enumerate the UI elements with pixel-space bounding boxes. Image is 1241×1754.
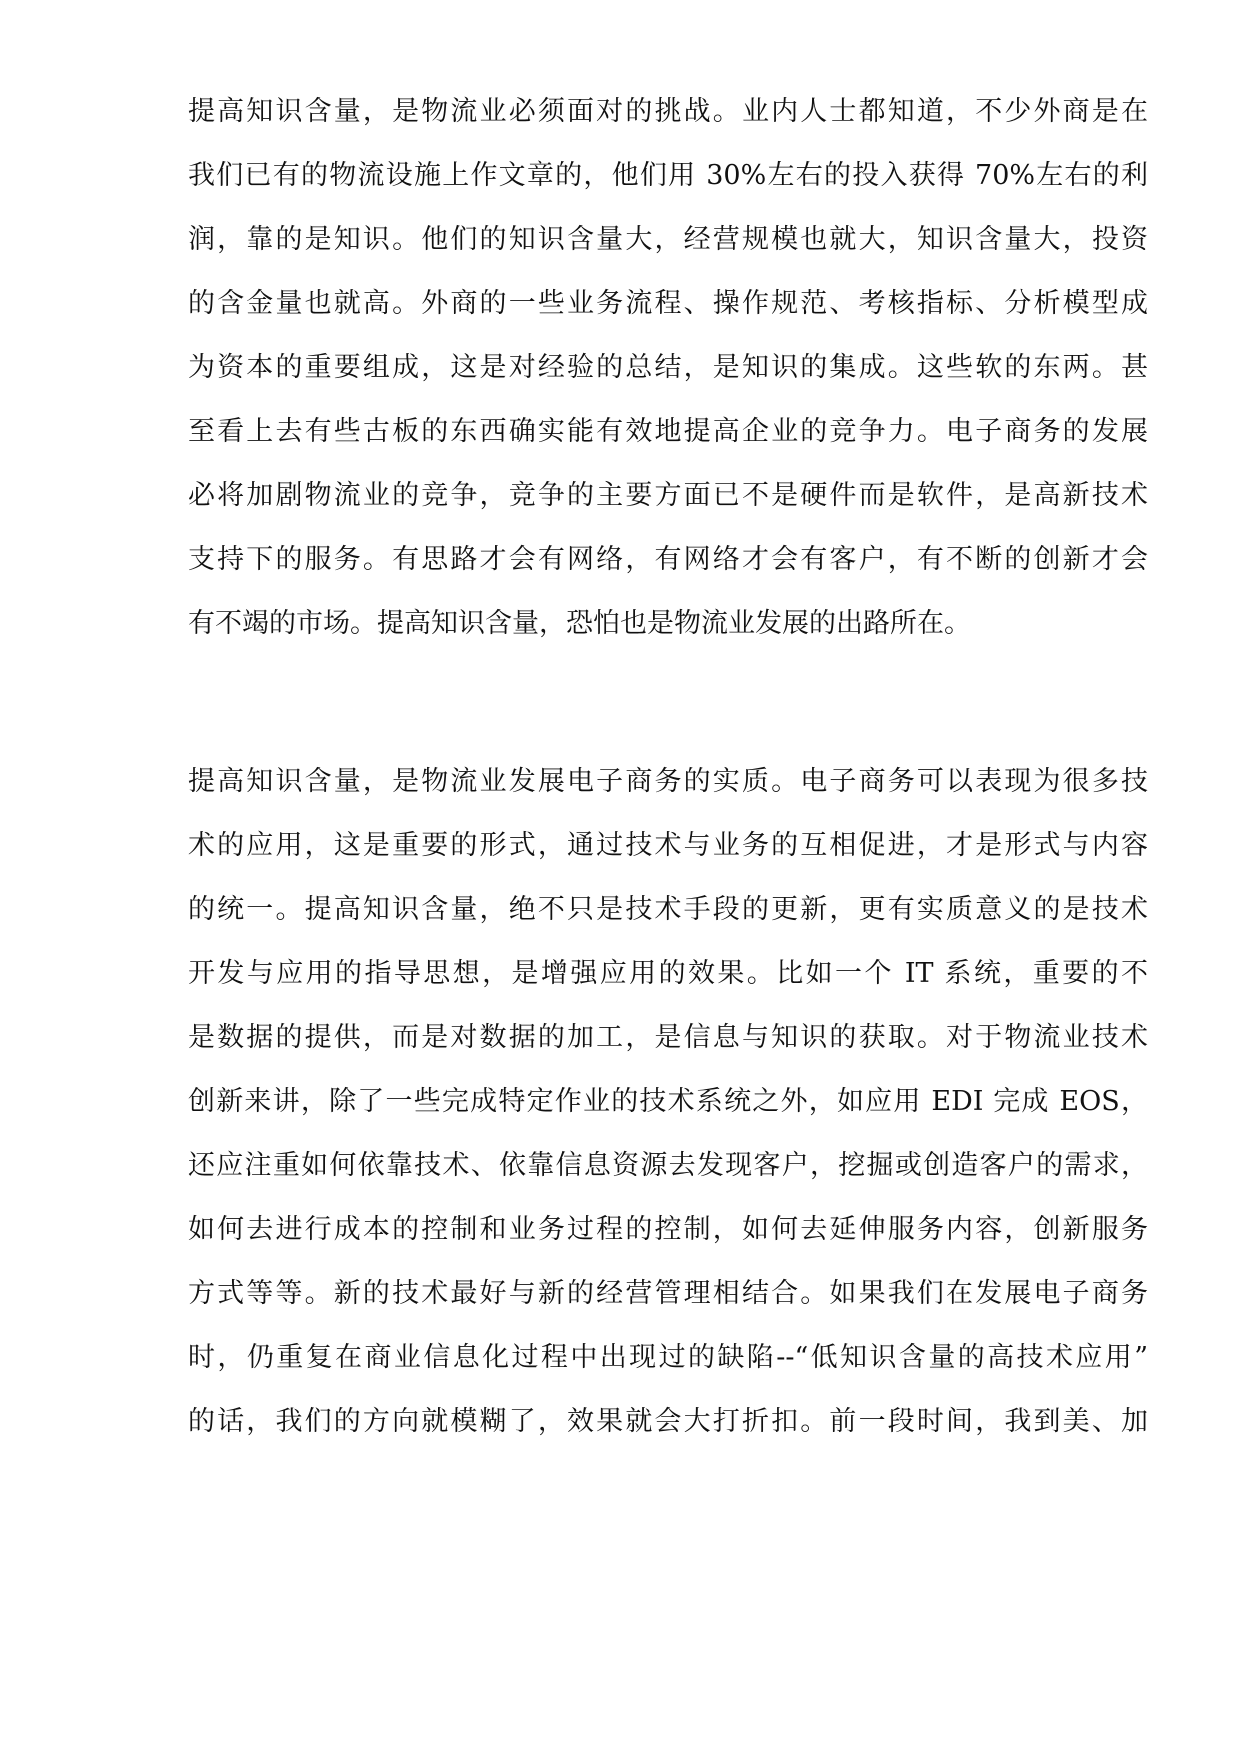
text-line: 润，靠的是知识。他们的知识含量大，经营规模也就大，知识含量大，投资 [188, 224, 1148, 255]
text-line: 方式等等。新的技术最好与新的经营管理相结合。如果我们在发展电子商务 [188, 1278, 1148, 1309]
text-line: 的含金量也就高。外商的一些业务流程、操作规范、考核指标、分析模型成 [188, 288, 1148, 319]
text-line: 有不竭的市场。提高知识含量，恐怕也是物流业发展的出路所在。 [188, 608, 971, 639]
text-line: 创新来讲，除了一些完成特定作业的技术系统之外，如应用 EDI 完成 EOS， [188, 1086, 1148, 1117]
text-line: 提高知识含量，是物流业必须面对的挑战。业内人士都知道，不少外商是在 [188, 96, 1148, 127]
paragraph-1 [188, 80, 1148, 656]
text-line: 支持下的服务。有思路才会有网络，有网络才会有客户，有不断的创新才会 [188, 544, 1148, 575]
text-line: 为资本的重要组成，这是对经验的总结，是知识的集成。这些软的东两。甚 [188, 352, 1148, 383]
paragraph-2 [188, 750, 1148, 1454]
text-line: 是数据的提供，而是对数据的加工，是信息与知识的获取。对于物流业技术 [188, 1022, 1148, 1053]
text-line: 至看上去有些古板的东西确实能有效地提高企业的竞争力。电子商务的发展 [188, 416, 1148, 447]
text-line: 的话，我们的方向就模糊了，效果就会大打折扣。前一段时间，我到美、加 [188, 1406, 1148, 1437]
text-line: 提高知识含量，是物流业发展电子商务的实质。电子商务可以表现为很多技 [188, 766, 1148, 797]
text-line: 的统一。提高知识含量，绝不只是技术手段的更新，更有实质意义的是技术 [188, 894, 1148, 925]
text-line: 还应注重如何依靠技术、依靠信息资源去发现客户，挖掘或创造客户的需求， [188, 1150, 1148, 1181]
text-line: 术的应用，这是重要的形式，通过技术与业务的互相促进，才是形式与内容 [188, 830, 1148, 861]
text-line: 我们已有的物流设施上作文章的，他们用 30%左右的投入获得 70%左右的利 [188, 160, 1148, 191]
text-line: 开发与应用的指导思想，是增强应用的效果。比如一个 IT 系统，重要的不 [188, 958, 1148, 989]
text-line: 如何去进行成本的控制和业务过程的控制，如何去延伸服务内容，创新服务 [188, 1214, 1148, 1245]
text-line: 必将加剧物流业的竞争，竞争的主要方面已不是硬件而是软件，是高新技术 [188, 480, 1148, 511]
text-line: 时，仍重复在商业信息化过程中出现过的缺陷--“低知识含量的高技术应用” [188, 1342, 1148, 1373]
